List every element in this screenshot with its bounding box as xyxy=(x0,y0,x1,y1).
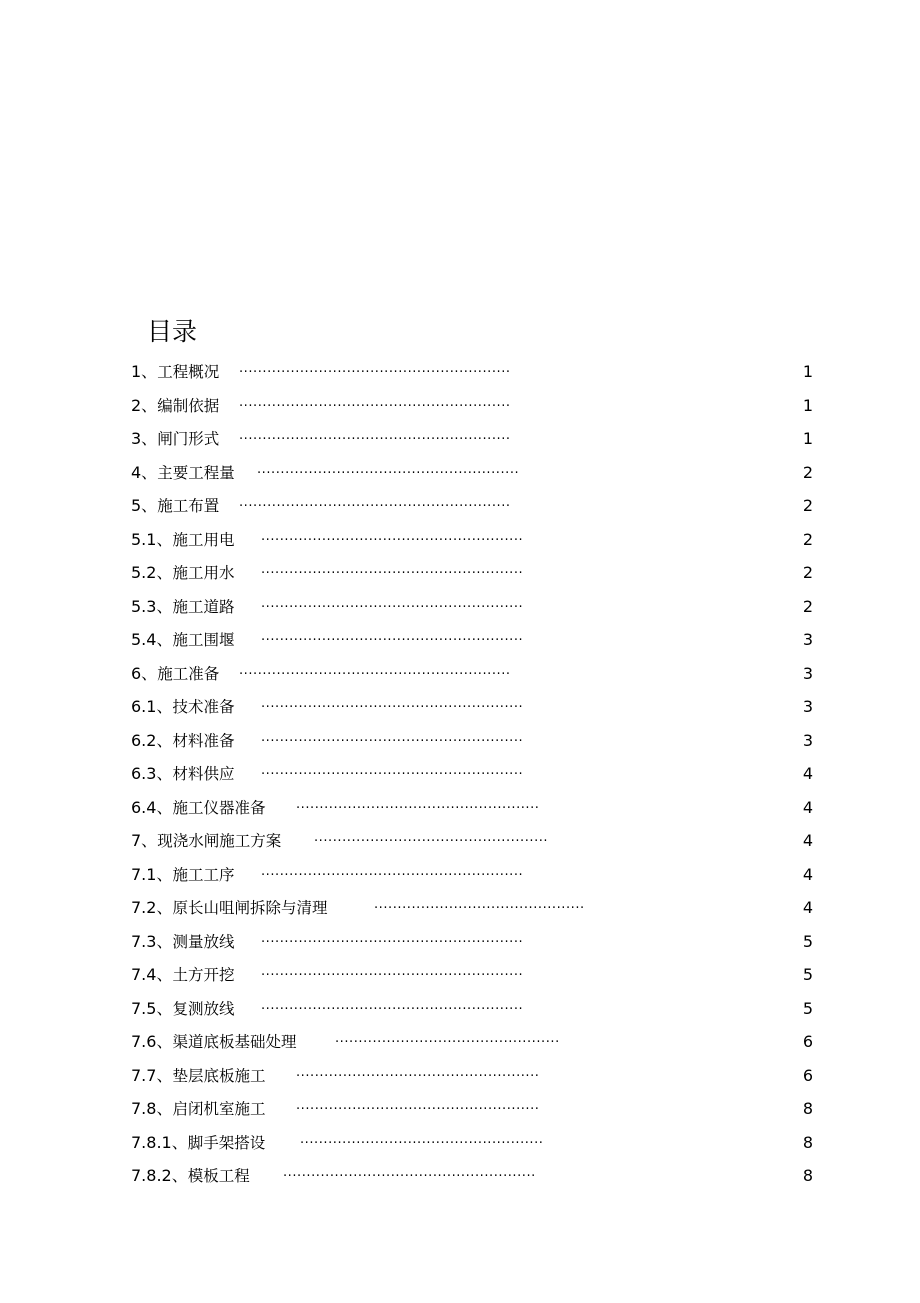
toc-entry-title: 启闭机室施工 xyxy=(172,1100,266,1118)
toc-entry-page: 4 xyxy=(802,797,813,817)
toc-entry-title: 原长山咀闸拆除与清理 xyxy=(172,899,328,917)
toc-entry-title: 材料供应 xyxy=(172,765,235,783)
toc-entry-page: 3 xyxy=(802,730,813,750)
toc-entry[interactable] xyxy=(131,590,813,624)
toc-entry-leader: ........................................................ xyxy=(261,696,524,711)
toc-entry-leader: .......................................................... xyxy=(239,428,511,443)
toc-entry-page: 5 xyxy=(802,965,813,984)
toc-entry[interactable] xyxy=(131,523,813,557)
toc-entry-number: 6.1、 xyxy=(131,697,173,716)
toc-entry-title: 施工仪器准备 xyxy=(172,798,266,817)
toc-entry[interactable] xyxy=(131,1126,813,1160)
toc-entry-page: 6 xyxy=(802,1032,813,1051)
toc-entry-page: 5 xyxy=(802,998,813,1018)
toc-entry-title: 施工道路 xyxy=(172,597,235,616)
toc-entry[interactable] xyxy=(131,958,813,992)
toc-entry[interactable] xyxy=(131,623,813,657)
toc-entry-number: 7.7、 xyxy=(131,1065,173,1085)
toc-entry-leader: ........................................................ xyxy=(261,763,524,778)
toc-entry-page: 3 xyxy=(802,630,813,649)
toc-entry-page: 6 xyxy=(802,1065,813,1085)
toc-entry[interactable] xyxy=(131,456,813,490)
toc-entry-leader: .................................................. xyxy=(314,830,549,845)
toc-entry-title: 技术准备 xyxy=(172,698,235,716)
toc-entry-title: 闸门形式 xyxy=(157,430,220,448)
toc-entry-number: 2、 xyxy=(131,395,158,415)
toc-entry[interactable] xyxy=(131,355,813,389)
toc-entry-number: 6.3、 xyxy=(131,764,173,783)
toc-entry-page: 2 xyxy=(802,529,813,549)
toc-entry-page: 8 xyxy=(802,1132,813,1152)
toc-entry-leader: .......................................................... xyxy=(239,495,511,510)
toc-entry[interactable] xyxy=(131,657,813,691)
toc-entry-page: 3 xyxy=(802,697,813,716)
toc-entry-number: 6.2、 xyxy=(131,730,173,750)
toc-entry-leader: ........................................................ xyxy=(261,729,524,745)
toc-entry-leader: ........................................................ xyxy=(261,629,524,644)
toc-list xyxy=(131,355,813,1193)
toc-entry-title: 施工工序 xyxy=(172,865,235,884)
toc-entry-title: 施工准备 xyxy=(157,664,220,683)
toc-entry-number: 7.2、 xyxy=(131,898,173,917)
toc-entry[interactable] xyxy=(131,1092,813,1126)
toc-entry-leader: ........................................................ xyxy=(261,997,524,1013)
toc-entry-leader: .......................................................... xyxy=(239,662,511,678)
toc-entry-leader: .................................................... xyxy=(296,796,540,812)
toc-entry-page: 4 xyxy=(802,864,813,884)
toc-title: 目录 xyxy=(147,317,198,346)
toc-entry-title: 施工围堰 xyxy=(172,631,235,649)
toc-entry-title: 现浇水闸施工方案 xyxy=(157,832,282,850)
toc-entry-leader: .................................................... xyxy=(300,1131,544,1147)
toc-entry-title: 渠道底板基础处理 xyxy=(172,1033,297,1051)
toc-entry-page: 2 xyxy=(802,496,813,515)
toc-entry-title: 编制依据 xyxy=(157,396,220,415)
toc-entry-leader: ............................................. xyxy=(374,897,585,912)
toc-entry-number: 7.8.1、 xyxy=(131,1132,188,1152)
toc-entry-leader: ........................................................ xyxy=(261,595,524,611)
toc-entry-page: 2 xyxy=(802,462,813,482)
toc-entry-leader: ........................................................ xyxy=(261,562,524,577)
toc-entry-page: 4 xyxy=(802,831,813,850)
toc-entry-page: 2 xyxy=(802,596,813,616)
toc-entry-title: 施工用水 xyxy=(172,564,235,582)
toc-entry-title: 土方开挖 xyxy=(172,966,235,984)
toc-entry[interactable] xyxy=(131,824,813,858)
toc-entry-page: 2 xyxy=(802,563,813,582)
toc-entry-leader: ........................................................ xyxy=(261,863,524,879)
toc-entry-title: 模板工程 xyxy=(187,1167,250,1185)
toc-entry-number: 5、 xyxy=(131,496,158,515)
toc-entry-leader: .................................................... xyxy=(296,1064,540,1080)
toc-entry-number: 7.5、 xyxy=(131,998,173,1018)
toc-entry-number: 5.1、 xyxy=(131,529,173,549)
toc-entry-number: 6、 xyxy=(131,663,158,683)
toc-entry-leader: ........................................................ xyxy=(261,930,524,946)
toc-entry-number: 4、 xyxy=(131,462,158,482)
toc-entry[interactable] xyxy=(131,1025,813,1059)
toc-entry-page: 5 xyxy=(802,931,813,951)
toc-entry-number: 5.2、 xyxy=(131,563,173,582)
toc-entry-title: 脚手架搭设 xyxy=(187,1133,266,1152)
toc-entry-leader: ................................................ xyxy=(335,1031,560,1046)
toc-entry-leader: .......................................................... xyxy=(239,394,511,410)
toc-entry-page: 3 xyxy=(802,663,813,683)
toc-entry-page: 8 xyxy=(802,1099,813,1118)
toc-entry-number: 7、 xyxy=(131,831,158,850)
toc-entry[interactable] xyxy=(131,891,813,925)
toc-entry-title: 主要工程量 xyxy=(157,463,235,482)
toc-entry-page: 1 xyxy=(802,429,813,448)
toc-entry-title: 垫层底板施工 xyxy=(172,1066,266,1085)
toc-entry-title: 测量放线 xyxy=(172,932,235,951)
toc-entry-number: 7.3、 xyxy=(131,931,173,951)
toc-entry-title: 施工用电 xyxy=(172,530,235,549)
toc-entry-title: 复测放线 xyxy=(172,999,235,1018)
toc-entry[interactable] xyxy=(131,791,813,825)
toc-entry-title: 工程概况 xyxy=(157,363,220,381)
toc-entry[interactable] xyxy=(131,992,813,1026)
toc-entry[interactable] xyxy=(131,489,813,523)
toc-entry[interactable] xyxy=(131,858,813,892)
toc-entry[interactable] xyxy=(131,690,813,724)
toc-entry[interactable] xyxy=(131,389,813,423)
toc-entry[interactable] xyxy=(131,1159,813,1193)
toc-entry-page: 4 xyxy=(802,898,813,917)
toc-entry-number: 7.6、 xyxy=(131,1032,173,1051)
toc-entry-number: 5.4、 xyxy=(131,630,173,649)
toc-entry-number: 5.3、 xyxy=(131,596,173,616)
toc-entry-number: 7.8、 xyxy=(131,1099,173,1118)
toc-entry[interactable] xyxy=(131,925,813,959)
toc-entry[interactable] xyxy=(131,724,813,758)
toc-entry[interactable] xyxy=(131,1059,813,1093)
toc-entry[interactable] xyxy=(131,757,813,791)
toc-entry-title: 材料准备 xyxy=(172,731,235,750)
toc-entry-number: 7.1、 xyxy=(131,864,173,884)
toc-entry-number: 7.8.2、 xyxy=(131,1166,188,1185)
toc-entry-number: 3、 xyxy=(131,429,158,448)
toc-entry-leader: ........................................................ xyxy=(261,964,524,979)
toc-entry-page: 1 xyxy=(802,362,813,381)
toc-entry-page: 8 xyxy=(802,1166,813,1185)
toc-entry-number: 7.4、 xyxy=(131,965,173,984)
toc-entry-leader: ........................................................ xyxy=(261,528,524,544)
toc-entry-leader: ........................................................ xyxy=(257,461,520,477)
toc-entry[interactable] xyxy=(131,422,813,456)
toc-entry-leader: .................................................... xyxy=(296,1098,540,1113)
toc-entry-page: 1 xyxy=(802,395,813,415)
toc-entry-leader: .......................................................... xyxy=(239,361,511,376)
toc-entry-number: 1、 xyxy=(131,362,158,381)
toc-entry-page: 4 xyxy=(802,764,813,783)
toc-entry-leader: ...................................................... xyxy=(283,1165,536,1180)
toc-entry-number: 6.4、 xyxy=(131,797,173,817)
toc-entry-title: 施工布置 xyxy=(157,497,220,515)
toc-entry[interactable] xyxy=(131,556,813,590)
